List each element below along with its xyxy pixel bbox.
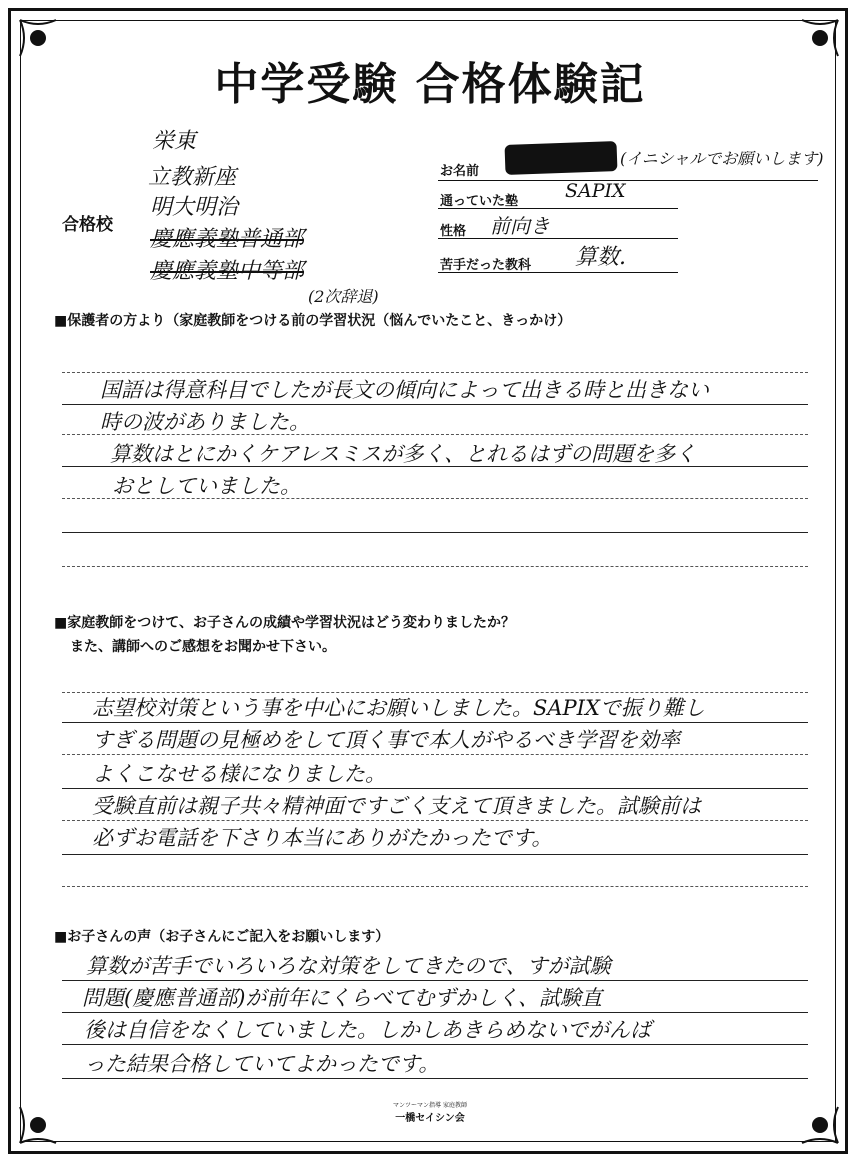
name-value: (イニシャルでお願いします) [620, 149, 824, 168]
ruled-line [62, 754, 808, 755]
progress-section-heading: ■家庭教師をつけて、お子さんの成績や学習状況はどう変わりましたか？ [54, 615, 515, 631]
progress-answer-line: すぎる問題の見極めをして頂く事で本人がやるべき学習を効率 [92, 728, 680, 752]
progress-section-subheading: また、講師へのご感想をお聞かせ下さい。 [70, 639, 336, 655]
school-value: SAPIX [565, 180, 626, 202]
ruled-line [62, 532, 808, 533]
parent-answer-line: おとしていました。 [112, 474, 301, 498]
weak-subject-value: 算数. [575, 245, 626, 270]
ruled-line [62, 788, 808, 789]
ruled-line [62, 820, 808, 821]
footer-brand: 一橋セイシン会 [395, 1113, 465, 1124]
school-item: 明大明治 [150, 195, 239, 220]
passed-schools-label: 合格校 [62, 215, 113, 235]
weak-subject-label: 苦手だった教科 [440, 258, 532, 273]
progress-answer-line: 必ずお電話を下さり本当にありがたかったです。 [92, 826, 553, 850]
corner-ornament-icon [800, 1105, 840, 1145]
ruled-line [62, 1012, 808, 1013]
corner-ornament-icon [18, 1105, 58, 1145]
personality-label: 性格 [440, 224, 467, 239]
school-item: 立教新座 [148, 165, 237, 190]
school-item: 慶應義塾中等部 [150, 259, 305, 284]
ruled-line [62, 722, 808, 723]
personality-value: 前向き [490, 214, 550, 238]
ruled-line [62, 404, 808, 405]
school-item: 栄東 [152, 129, 197, 154]
redacted-name [505, 141, 618, 175]
school-label: 通っていた塾 [440, 194, 519, 209]
ruled-line [62, 854, 808, 855]
progress-answer-line: よくこなせる様になりました。 [92, 762, 386, 786]
parent-answer-line: 時の波がありました。 [100, 410, 310, 434]
ruled-line [62, 1078, 808, 1079]
page-title: 中学受験 合格体験記 [214, 59, 646, 110]
child-section-heading: ■お子さんの声（お子さんにご記入をお願いします） [54, 929, 390, 945]
ruled-line [62, 980, 808, 981]
school-underline [438, 208, 678, 209]
weak-subject-underline [438, 272, 678, 273]
parent-section-heading: ■保護者の方より（家庭教師をつける前の学習状況（悩んでいたこと、きっかけ） [54, 313, 572, 329]
child-answer-line: 問題(慶應普通部)が前年にくらべてむずかしく、試験直 [82, 986, 602, 1010]
ruled-line [62, 566, 808, 567]
child-answer-line: った結果合格していてよかったです。 [84, 1052, 440, 1076]
footer-logo [360, 1100, 500, 1124]
child-answer-line: 後は自信をなくしていました。しかしあきらめないでがんば [84, 1018, 651, 1042]
progress-answer-line: 志望校対策という事を中心にお願いしました。SAPIXで振り難し [92, 696, 705, 720]
ruled-line [62, 372, 808, 373]
parent-answer-line: 算数はとにかくケアレスミスが多く、とれるはずの問題を多く [110, 442, 697, 466]
parent-answer-line: 国語は得意科目でしたが長文の傾向によって出きる時と出きない [100, 378, 709, 402]
personality-underline [438, 238, 678, 239]
school-item: 慶應義塾普通部 [150, 227, 305, 252]
ruled-line [62, 1044, 808, 1045]
child-answer-line: 算数が苦手でいろいろな対策をしてきたので、すが試験 [86, 954, 611, 978]
school-note: (2次辞退) [308, 287, 379, 306]
name-label: お名前 [440, 164, 480, 179]
ruled-line [62, 886, 808, 887]
footer-tagline: マンツーマン指導 家庭教師 [393, 1102, 467, 1109]
name-underline [438, 180, 818, 181]
progress-answer-line: 受験直前は親子共々精神面ですごく支えて頂きました。試験前は [92, 794, 701, 818]
